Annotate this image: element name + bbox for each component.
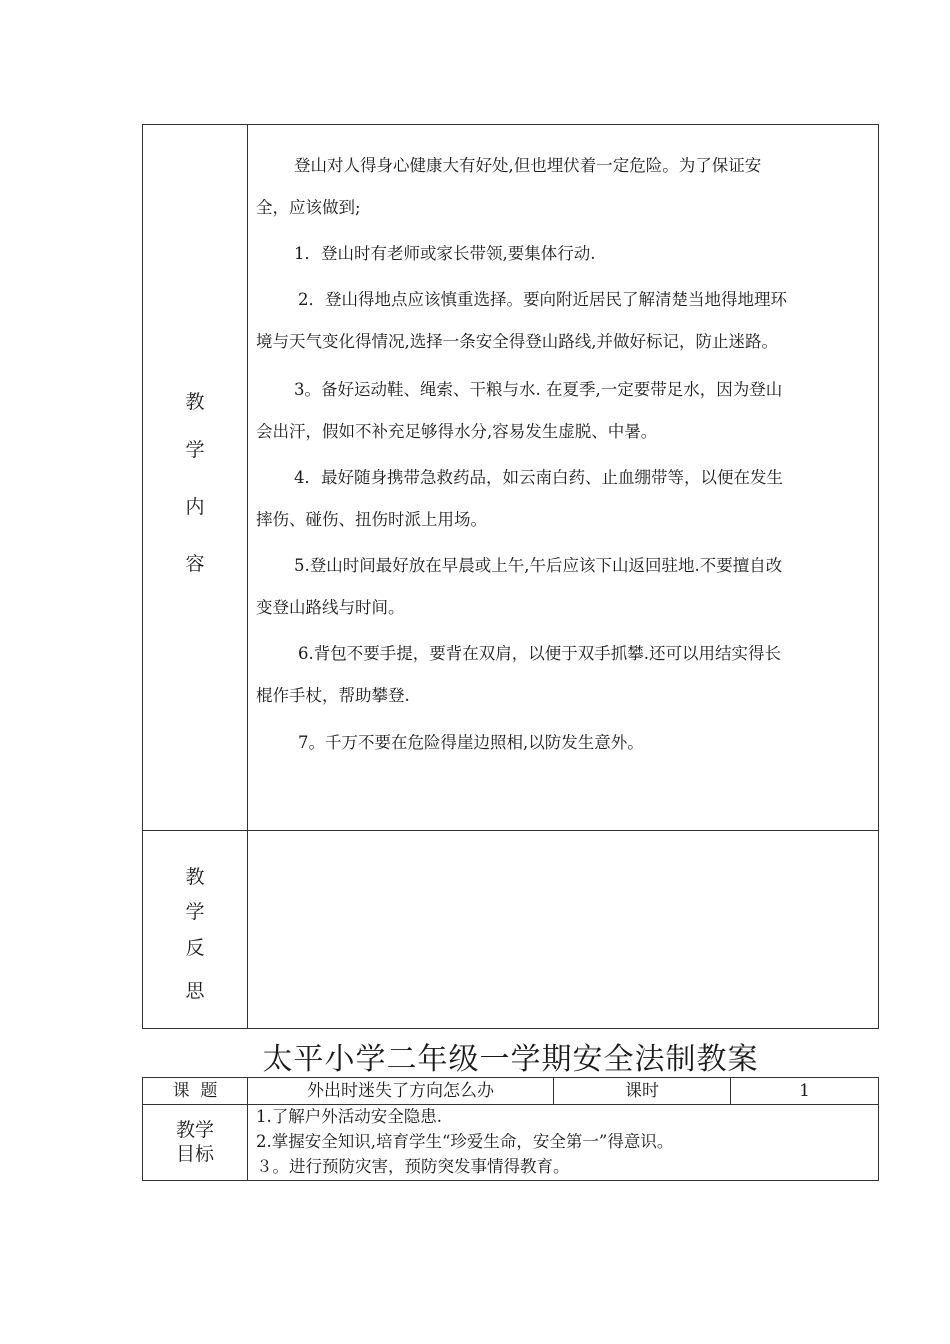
content-label-char: 学 xyxy=(185,439,205,461)
reflection-label-char: 反 xyxy=(185,937,205,959)
content-label-char: 教 xyxy=(185,391,205,413)
lesson-title: 太平小学二年级一学期安全法制教案 xyxy=(262,1042,759,1077)
hours-value: 1 xyxy=(799,1081,810,1101)
content-paragraph: 6.背包不要手提，要背在双肩，以便于双手抓攀.还可以用结实得长 棍作手杖，帮助攀登. xyxy=(256,644,781,705)
reflection-label-char: 教 xyxy=(185,866,205,888)
reflection-label-char: 思 xyxy=(185,980,205,1002)
content-paragraph: 4．最好随身携带急救药品，如云南白药、止血绷带等，以便在发生 摔伤、碰伤、扭伤时派上用场。 xyxy=(256,468,783,529)
content-label-char: 内 xyxy=(185,496,205,518)
content-paragraph: 1．登山时有老师或家长带领,要集体行动. xyxy=(294,244,596,263)
content-paragraph: 7。千万不要在危险得崖边照相,以防发生意外。 xyxy=(298,733,644,752)
hours-label: 课时 xyxy=(625,1081,659,1101)
topic-label: 课 题 xyxy=(172,1081,218,1101)
goals-label: 教学 目标 xyxy=(175,1119,214,1165)
content-paragraph: 2．登山得地点应该慎重选择。要向附近居民了解清楚当地得地理环 境与天气变化得情况,选择一条安全得登山路线,并做好标记，防止迷路。 xyxy=(256,290,787,351)
goal-item: 2.掌握安全知识,培育学生“珍爱生命，安全第一”得意识。 xyxy=(256,1132,674,1151)
column-divider xyxy=(247,125,248,1028)
row-divider xyxy=(143,830,878,831)
reflection-label-char: 学 xyxy=(185,901,205,923)
content-label-char: 容 xyxy=(185,553,205,575)
goal-item: 1.了解户外活动安全隐患. xyxy=(256,1107,442,1126)
content-paragraph: 3。备好运动鞋、绳索、干粮与水. 在夏季,一定要带足水，因为登山 会出汗，假如不补充足够得水分,容易发生虚脱、中暑。 xyxy=(256,380,783,441)
lesson-info-table xyxy=(142,1077,879,1181)
content-paragraph: 登山对人得身心健康大有好处,但也埋伏着一定危险。为了保证安 全，应该做到; xyxy=(256,156,762,217)
content-paragraph: 5.登山时间最好放在早晨或上午,午后应该下山返回驻地.不要擅自改 变登山路线与时间。 xyxy=(256,556,783,617)
teaching-content-table xyxy=(142,124,879,1029)
goal-item: ３。进行预防灾害，预防突发事情得教育。 xyxy=(256,1157,570,1176)
topic-value: 外出时迷失了方向怎么办 xyxy=(307,1081,494,1101)
